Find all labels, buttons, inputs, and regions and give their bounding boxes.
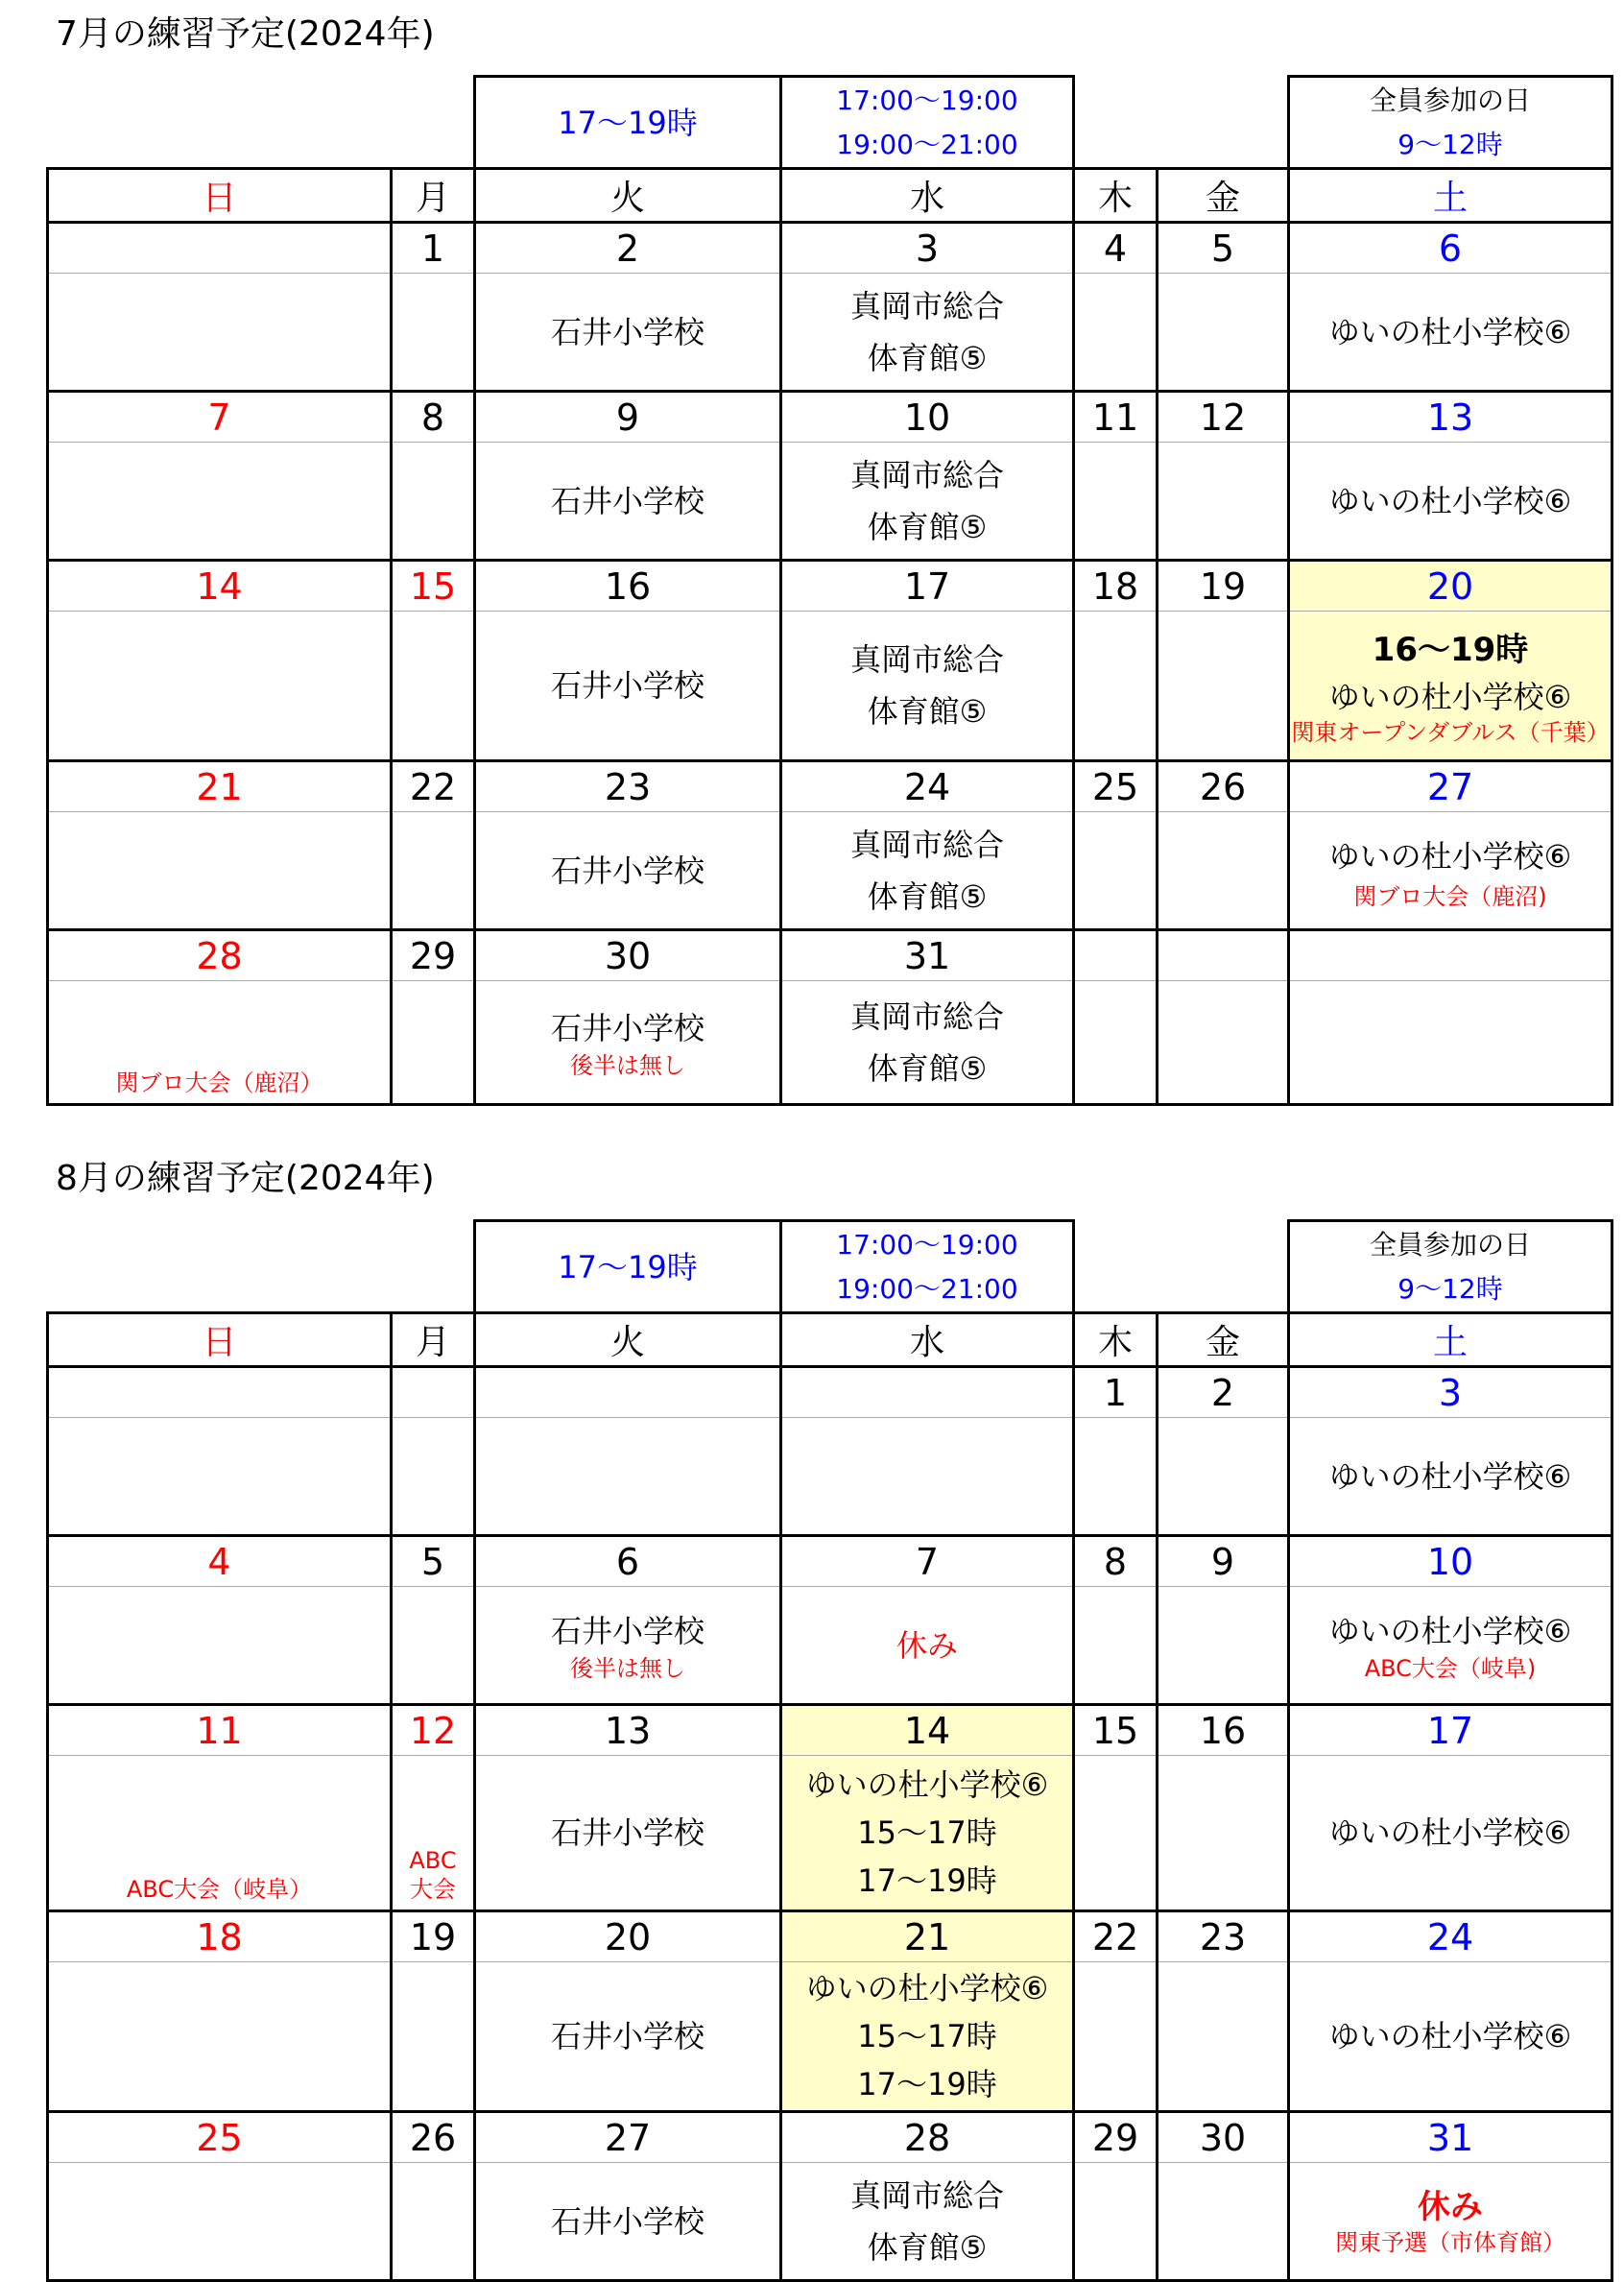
date-fri: 23 [1158, 1911, 1289, 1962]
wed-time-2: 19:00～21:00 [836, 1272, 1018, 1305]
sat-time: 9～12時 [1397, 1272, 1503, 1305]
date-fri: 9 [1158, 1536, 1289, 1587]
wed-time-1: 17:00～19:00 [836, 1228, 1018, 1261]
august-time-header-row [48, 1221, 1612, 1313]
event-note: 関東予選（市体育館） [1335, 2228, 1565, 2256]
sat-all-members-day [1289, 1221, 1612, 1313]
date-sun [48, 223, 392, 274]
weekday-wed: 水 [781, 169, 1074, 223]
wed-time-2: 19:00～21:00 [836, 128, 1018, 160]
date-mon [392, 1367, 475, 1418]
wed-special-practice [781, 1962, 1074, 2112]
date-wed: 7 [781, 1536, 1074, 1587]
tue-venue: 石井小学校 [475, 1756, 781, 1911]
sat-label: 全員参加の日 [1369, 1228, 1531, 1261]
sat-day-off: 休み [1418, 2187, 1483, 2226]
date-sun: 11 [48, 1705, 392, 1756]
date-sat: 24 [1289, 1911, 1612, 1962]
date-thu [1074, 930, 1158, 981]
schedule-row [48, 1587, 1612, 1705]
sat-venue: ゆいの杜小学校⑥ [1328, 837, 1572, 875]
august-calendar [0, 1150, 1624, 2273]
wed-venue: ゆいの杜小学校⑥ [805, 1766, 1049, 1803]
date-tue [475, 1367, 781, 1418]
date-mon: 22 [392, 761, 475, 812]
date-wed: 14 [781, 1705, 1074, 1756]
date-tue: 16 [475, 561, 781, 612]
sun-event [48, 1756, 392, 1911]
tue-venue: 石井小学校 [475, 274, 781, 392]
date-mon: 1 [392, 223, 475, 274]
date-wed: 24 [781, 761, 1074, 812]
schedule-row [48, 981, 1612, 1105]
date-fri: 5 [1158, 223, 1289, 274]
date-fri: 16 [1158, 1705, 1289, 1756]
date-thu: 29 [1074, 2112, 1158, 2163]
event-note: 関東オープンダブルス（千葉） [1291, 719, 1610, 746]
date-row [48, 761, 1612, 812]
august-title: 8月の練習予定(2024年) [56, 1159, 435, 1198]
date-wed: 31 [781, 930, 1074, 981]
date-wed [781, 1367, 1074, 1418]
date-tue: 6 [475, 1536, 781, 1587]
weekday-fri: 金 [1158, 169, 1289, 223]
date-sat: 31 [1289, 2112, 1612, 2163]
wed-venue: 真岡市総合 体育館⑤ [781, 274, 1074, 392]
weekday-fri: 金 [1158, 1313, 1289, 1367]
sat-label: 全員参加の日 [1369, 84, 1531, 116]
schedule-row [48, 812, 1612, 930]
date-row [48, 930, 1612, 981]
date-sun: 28 [48, 930, 392, 981]
date-sat: 10 [1289, 1536, 1612, 1587]
date-thu: 18 [1074, 561, 1158, 612]
tue-venue: 石井小学校 [475, 812, 781, 930]
date-fri [1158, 930, 1289, 981]
schedule-row [48, 612, 1612, 761]
wed-practice-times [781, 77, 1074, 169]
july-table [46, 75, 1613, 1106]
date-tue: 20 [475, 1911, 781, 1962]
schedule-row [48, 1962, 1612, 2112]
date-fri: 12 [1158, 392, 1289, 443]
date-row [48, 561, 1612, 612]
wed-practice-times [781, 1221, 1074, 1313]
weekday-mon: 月 [392, 169, 475, 223]
date-row [48, 2112, 1612, 2163]
date-tue: 2 [475, 223, 781, 274]
date-sat: 27 [1289, 761, 1612, 812]
wed-time-2: 17～19時 [857, 2066, 997, 2102]
date-mon-holiday: 12 [392, 1705, 475, 1756]
wed-special-practice [781, 1756, 1074, 1911]
weekday-row [48, 1313, 1612, 1367]
wed-venue: 真岡市総合 体育館⑤ [781, 812, 1074, 930]
weekday-mon: 月 [392, 1313, 475, 1367]
date-wed: 21 [781, 1911, 1074, 1962]
sat-all-members-day [1289, 77, 1612, 169]
weekday-tue: 火 [475, 1313, 781, 1367]
schedule-note: 後半は無し [570, 1654, 685, 1682]
weekday-row [48, 169, 1612, 223]
sun-event [48, 981, 392, 1105]
tue-venue-with-note [475, 981, 781, 1105]
wed-venue: 真岡市総合 体育館⑤ [781, 981, 1074, 1105]
date-row [48, 223, 1612, 274]
weekday-thu: 木 [1074, 1313, 1158, 1367]
tue-venue: 石井小学校 [475, 2163, 781, 2281]
sat-venue: ゆいの杜小学校⑥ [1289, 1962, 1612, 2112]
mon-event: ABC 大会 [392, 1756, 475, 1911]
wed-venue: 真岡市総合 体育館⑤ [781, 2163, 1074, 2281]
event-note: 関ブロ大会（鹿沼） [115, 1069, 323, 1096]
wed-day-off: 休み [781, 1587, 1074, 1705]
wed-time-1: 15～17時 [857, 1814, 997, 1851]
date-thu: 4 [1074, 223, 1158, 274]
sat-time: 9～12時 [1397, 128, 1503, 160]
schedule-row [48, 443, 1612, 561]
event-note: 関ブロ大会（鹿沼) [1353, 882, 1547, 910]
sat-special-time: 16～19時 [1372, 631, 1529, 669]
sat-venue: ゆいの杜小学校⑥ [1289, 1418, 1612, 1536]
july-calendar [0, 6, 1624, 1100]
tue-venue: 石井小学校 [475, 443, 781, 561]
date-sun: 4 [48, 1536, 392, 1587]
date-mon: 29 [392, 930, 475, 981]
date-thu: 11 [1074, 392, 1158, 443]
weekday-sat: 土 [1289, 169, 1612, 223]
schedule-note: 後半は無し [570, 1051, 685, 1079]
date-fri: 2 [1158, 1367, 1289, 1418]
date-wed: 3 [781, 223, 1074, 274]
date-fri: 26 [1158, 761, 1289, 812]
sat-venue-with-event [1289, 1587, 1612, 1705]
tue-venue: 石井小学校 [475, 612, 781, 761]
date-mon: 8 [392, 392, 475, 443]
tue-practice-time: 17～19時 [475, 77, 781, 169]
date-mon-holiday: 15 [392, 561, 475, 612]
date-sun: 25 [48, 2112, 392, 2163]
sat-venue: ゆいの杜小学校⑥ [1328, 1612, 1572, 1649]
schedule-row [48, 1418, 1612, 1536]
date-tue: 9 [475, 392, 781, 443]
date-fri: 19 [1158, 561, 1289, 612]
date-row [48, 392, 1612, 443]
date-thu: 25 [1074, 761, 1158, 812]
date-sun: 14 [48, 561, 392, 612]
date-sat: 17 [1289, 1705, 1612, 1756]
weekday-sat: 土 [1289, 1313, 1612, 1367]
sat-venue: ゆいの杜小学校⑥ [1289, 1756, 1612, 1911]
event-note: ABC大会（岐阜） [126, 1876, 313, 1903]
august-table [46, 1219, 1613, 2282]
date-row [48, 1367, 1612, 1418]
date-fri: 30 [1158, 2112, 1289, 2163]
date-wed: 10 [781, 392, 1074, 443]
date-wed: 17 [781, 561, 1074, 612]
date-thu: 1 [1074, 1367, 1158, 1418]
date-mon: 19 [392, 1911, 475, 1962]
wed-time-2: 17～19時 [857, 1862, 997, 1899]
date-sun: 7 [48, 392, 392, 443]
july-title: 7月の練習予定(2024年) [56, 14, 435, 54]
date-sun: 18 [48, 1911, 392, 1962]
july-time-header-row [48, 77, 1612, 169]
date-sat: 13 [1289, 392, 1612, 443]
wed-venue: ゆいの杜小学校⑥ [805, 1970, 1049, 2006]
date-sat: 3 [1289, 1367, 1612, 1418]
date-sun [48, 1367, 392, 1418]
schedule-row [48, 274, 1612, 392]
date-tue: 13 [475, 1705, 781, 1756]
date-sat [1289, 930, 1612, 981]
wed-venue: 真岡市総合 体育館⑤ [781, 612, 1074, 761]
weekday-sun: 日 [48, 169, 392, 223]
date-sat: 20 [1289, 561, 1612, 612]
wed-venue: 真岡市総合 体育館⑤ [781, 443, 1074, 561]
schedule-row [48, 1756, 1612, 1911]
weekday-wed: 水 [781, 1313, 1074, 1367]
sat-venue: ゆいの杜小学校⑥ [1289, 443, 1612, 561]
wed-time-1: 15～17時 [857, 2018, 997, 2054]
event-note: ABC大会（岐阜) [1364, 1654, 1537, 1682]
date-thu: 8 [1074, 1536, 1158, 1587]
sat-special-practice [1289, 612, 1612, 761]
date-row [48, 1536, 1612, 1587]
date-tue: 30 [475, 930, 781, 981]
schedule-row [48, 2163, 1612, 2281]
tue-venue: 石井小学校 [550, 1612, 705, 1649]
weekday-thu: 木 [1074, 169, 1158, 223]
date-sat: 6 [1289, 223, 1612, 274]
tue-venue: 石井小学校 [475, 1962, 781, 2112]
date-row [48, 1911, 1612, 1962]
date-mon: 26 [392, 2112, 475, 2163]
date-thu: 22 [1074, 1911, 1158, 1962]
wed-time-1: 17:00～19:00 [836, 84, 1018, 116]
date-tue: 23 [475, 761, 781, 812]
sat-day-off-with-event [1289, 2163, 1612, 2281]
date-thu: 15 [1074, 1705, 1158, 1756]
sat-venue-with-event [1289, 812, 1612, 930]
date-tue: 27 [475, 2112, 781, 2163]
date-row [48, 1705, 1612, 1756]
date-mon: 5 [392, 1536, 475, 1587]
sat-venue: ゆいの杜小学校⑥ [1289, 274, 1612, 392]
date-wed: 28 [781, 2112, 1074, 2163]
date-sun: 21 [48, 761, 392, 812]
weekday-tue: 火 [475, 169, 781, 223]
sat-venue: ゆいの杜小学校⑥ [1328, 679, 1572, 715]
tue-venue-with-note [475, 1587, 781, 1705]
tue-venue: 石井小学校 [550, 1009, 705, 1046]
weekday-sun: 日 [48, 1313, 392, 1367]
tue-practice-time: 17～19時 [475, 1221, 781, 1313]
